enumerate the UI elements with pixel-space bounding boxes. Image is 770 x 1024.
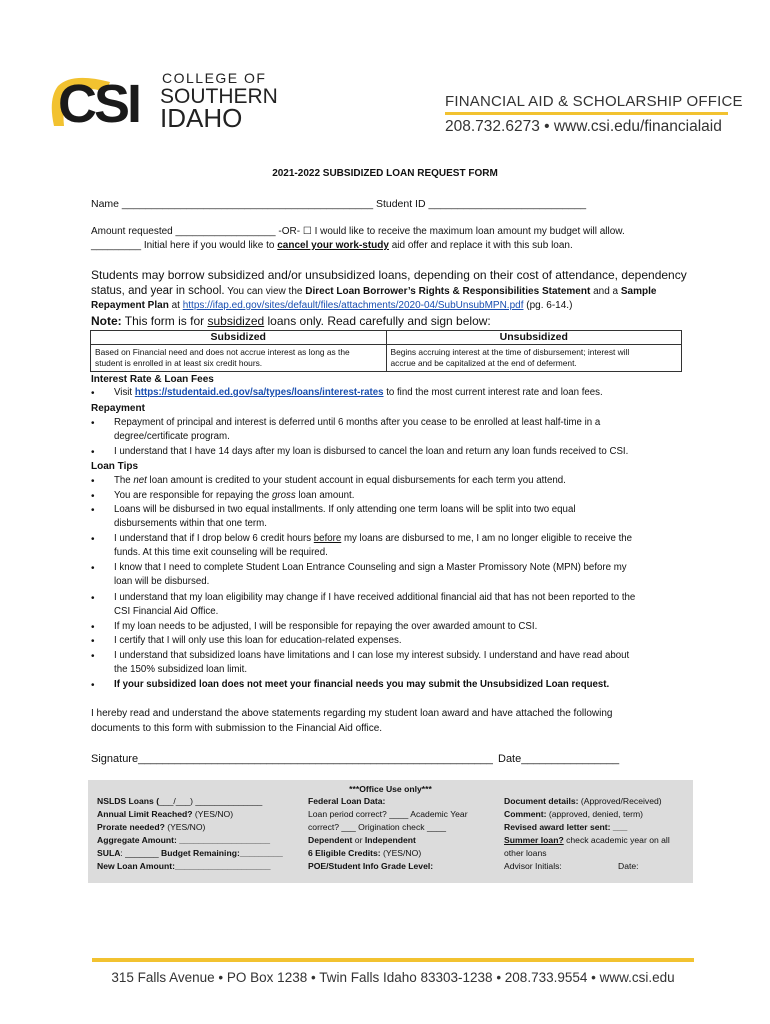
signature-line[interactable]: Signature__________________________________________________________ <box>91 753 493 765</box>
intro-2a: status, and year in school. <box>91 285 225 297</box>
tip-3: Loans will be disbursed in two equal installments. If only attending one term loans will be split into two equal <box>114 504 576 515</box>
nslds-label: NSLDS Loans ( <box>97 796 160 806</box>
comment-value: (approved, denied, term) <box>546 809 643 819</box>
annual-limit-label: Annual Limit Reached? <box>97 809 193 819</box>
initial-blank[interactable]: _________ Initial here if you would like to <box>91 240 278 251</box>
tip-6: I understand that my loan eligibility may change if I have received additional financial aid that has not been reported to the <box>114 592 636 603</box>
bullet-icon: • <box>91 534 95 545</box>
advisor-date: Date: <box>618 861 639 871</box>
repayment-item-2: I understand that I have 14 days after my loan is disbursed to cancel the loan and return any loan funds received to CSI. <box>114 446 629 457</box>
bullet-icon: • <box>91 447 95 458</box>
interest-a: Visit <box>114 387 135 398</box>
intro-3b: at <box>168 300 183 311</box>
amount-requested-label[interactable]: Amount requested __________________ -OR- <box>91 226 301 237</box>
intro-3d: (pg. 6-14.) <box>523 300 573 311</box>
tip-7: If my loan needs to be adjusted, I will be responsible for repaying the over awarded amount to CSI. <box>114 621 538 632</box>
tip-8: I certify that I will only use this loan for education-related expenses. <box>114 635 402 646</box>
eligible-credits-value: (YES/NO) <box>380 848 422 858</box>
rights-statement-title: Direct Loan Borrower’s Rights & Responsibilities Statement <box>305 286 591 297</box>
intro-line-2 <box>91 285 656 298</box>
bullet-icon: • <box>91 593 95 604</box>
tip1-a: The <box>114 475 134 486</box>
tip-9: I understand that subsidized loans have limitations and I can lose my interest subsidy. I understand and have read about <box>114 650 630 661</box>
sula-label: SULA <box>97 848 121 858</box>
comment <box>504 808 643 821</box>
tip-4-cont: funds. At this time exit counseling will be required. <box>114 547 328 558</box>
summer-loan-text: check academic year on all <box>563 835 670 845</box>
tip4-c: my loans are disbursed to me, I am no longer eligible to receive the <box>341 533 633 544</box>
name-studentid-line[interactable]: Name ___________________________________________ Student ID ___________________________ <box>91 198 587 210</box>
tip-1 <box>114 474 566 489</box>
document-details <box>504 795 662 808</box>
interest-item <box>114 386 603 401</box>
intro-line-1: Students may borrow subsidized and/or unsubsidized loans, depending on their cost of attendance, dependency <box>91 268 687 282</box>
nslds-blank: ___/___) ______________ <box>159 796 263 806</box>
dependent: Dependent <box>308 835 353 845</box>
footer-divider <box>92 958 694 962</box>
note-subsidized: subsidized <box>207 314 265 328</box>
bullet-icon: • <box>91 476 95 487</box>
note-a: This form is for <box>121 314 208 328</box>
prorate-needed <box>97 821 205 834</box>
office-contact: 208.732.6273 • www.csi.edu/financialaid <box>445 118 722 135</box>
date-line[interactable]: Date________________ <box>498 753 620 765</box>
tip4-a: I understand that if I drop below 6 credit hours <box>114 533 314 544</box>
nslds-loans <box>97 795 262 808</box>
interest-b: to find the most current interest rate and loan fees. <box>383 387 603 398</box>
interest-rates-link[interactable]: https://studentaid.ed.gov/sa/types/loans/interest-rates <box>134 387 384 398</box>
bullet-icon: • <box>91 418 95 429</box>
unsubsidized-desc-2: accrue and be capitalized at the end of deferment. <box>390 358 577 368</box>
unsubsidized-header: Unsubsidized <box>386 331 682 345</box>
subsidized-desc-1: Based on Financial need and does not accrue interest as long as the <box>95 347 350 357</box>
logo-line2: SOUTHERN <box>160 85 278 108</box>
tip2-gross: gross <box>271 490 296 501</box>
annual-limit <box>97 808 233 821</box>
unsubsidized-description <box>386 345 682 372</box>
repayment-item-1: Repayment of principal and interest is deferred until 6 months after you cease to be enrolled at least half-time in a <box>114 417 601 428</box>
loan-tips-heading: Loan Tips <box>91 461 139 472</box>
amount-requested-line[interactable] <box>91 225 625 238</box>
max-amount-label: I would like to receive the maximum loan amount my budget will allow. <box>314 226 625 237</box>
academic-year-check: correct? ___ Origination check ____ <box>308 822 447 832</box>
tip-2 <box>114 489 354 504</box>
annual-limit-value: (YES/NO) <box>192 809 234 819</box>
office-use-title: ***Office Use only*** <box>349 784 432 794</box>
tip-5-cont: loan will be disbursed. <box>114 576 210 587</box>
comment-label: Comment: <box>504 809 547 819</box>
tip2-c: loan amount. <box>295 490 355 501</box>
table-header-row <box>91 331 682 345</box>
loan-comparison-table <box>90 330 682 372</box>
federal-loan-data: Federal Loan Data: <box>308 796 386 806</box>
bullet-icon: • <box>91 622 95 633</box>
bullet-icon: • <box>91 563 95 574</box>
bullet-icon: • <box>91 491 95 502</box>
advisor-initials: Advisor Initials: <box>504 861 562 871</box>
acknowledgement-line-2: documents to this form with submission to the Financial Aid office. <box>91 723 383 734</box>
intro-2b: You can view the <box>224 286 306 297</box>
poe-grade-level: POE/Student Info Grade Level: <box>308 861 434 871</box>
initial-suffix: aid offer and replace it with this sub loan. <box>388 240 573 251</box>
intro-3a: Repayment Plan <box>91 300 169 311</box>
tip2-a: You are responsible for repaying the <box>114 490 272 501</box>
form-title: 2021-2022 SUBSIDIZED LOAN REQUEST FORM <box>272 168 498 179</box>
note-c: loans only. Read carefully and sign below: <box>264 314 491 328</box>
tip-6-cont: CSI Financial Aid Office. <box>114 606 219 617</box>
or: or <box>352 835 365 845</box>
bullet-icon: • <box>91 680 95 691</box>
sula-budget <box>97 847 283 860</box>
note-line <box>91 314 491 329</box>
other-loans: other loans <box>504 848 547 858</box>
eligible-credits-label: 6 Eligible Credits: <box>308 848 381 858</box>
cancel-workstudy-emphasis: cancel your work-study <box>277 240 389 251</box>
document-details-value: (Approved/Received) <box>578 796 662 806</box>
prorate-value: (YES/NO) <box>164 822 206 832</box>
csi-logo <box>50 64 280 134</box>
max-amount-checkbox[interactable]: ☐ <box>302 226 312 237</box>
budget-remaining: Budget Remaining:_________ <box>161 848 283 858</box>
note-label: Note: <box>91 314 122 328</box>
unsubsidized-desc-1: Begins accruing interest at the time of disbursement; interest will <box>390 347 630 357</box>
subsidized-desc-2: student is enrolled in at least six credit hours. <box>95 358 263 368</box>
intro-line-3 <box>91 299 572 312</box>
mpn-link[interactable]: https://ifap.ed.gov/sites/default/files/attachments/2020-04/SubUnsubMPN.pdf <box>182 300 524 311</box>
repayment-heading: Repayment <box>91 403 145 414</box>
aggregate-amount: Aggregate Amount: ___________________ <box>97 835 271 845</box>
tip-5: I know that I need to complete Student Loan Entrance Counseling and sign a Master Promissory Note (MPN) before my <box>114 562 627 573</box>
footer-address: 315 Falls Avenue • PO Box 1238 • Twin Falls Idaho 83303-1238 • 208.733.9554 • www.csi.edu <box>111 970 675 985</box>
subsidized-header: Subsidized <box>91 331 387 345</box>
document-details-label: Document details: <box>504 796 579 806</box>
tip-10: If your subsidized loan does not meet your financial needs you may submit the Unsubsidized Loan request. <box>114 679 610 690</box>
new-loan-amount: New Loan Amount:____________________ <box>97 861 271 871</box>
intro-2e: Sample <box>620 286 657 297</box>
office-use-box <box>88 780 693 883</box>
dependency-status <box>308 834 416 847</box>
logo-line1: COLLEGE OF <box>162 70 267 86</box>
summer-loan <box>504 834 670 847</box>
tip-9-cont: the 150% subsidized loan limit. <box>114 664 248 675</box>
tip-3-cont: disbursements within that one term. <box>114 518 267 529</box>
eligible-credits <box>308 847 421 860</box>
interest-heading: Interest Rate & Loan Fees <box>91 374 214 385</box>
prorate-label: Prorate needed? <box>97 822 165 832</box>
cancel-workstudy-line[interactable] <box>91 239 573 252</box>
acknowledgement-line-1: I hereby read and understand the above statements regarding my student loan award and have attached the following <box>91 708 613 719</box>
header-divider <box>445 112 728 115</box>
sula-blank: : _______ <box>120 848 162 858</box>
intro-2d: and a <box>590 286 621 297</box>
tip1-net: net <box>133 475 147 486</box>
tip4-before: before <box>313 533 342 544</box>
bullet-icon: • <box>91 505 95 516</box>
bullet-icon: • <box>91 651 95 662</box>
office-name: FINANCIAL AID & SCHOLARSHIP OFFICE <box>445 93 743 110</box>
table-row <box>91 345 682 372</box>
loan-period: Loan period correct? ____ Academic Year <box>308 809 468 819</box>
logo-letters: CSI <box>58 74 140 134</box>
logo-line3: IDAHO <box>160 103 243 133</box>
revised-award-letter: Revised award letter sent: ___ <box>504 822 628 832</box>
repayment-item-1-cont: degree/certificate program. <box>114 431 230 442</box>
tip1-c: loan amount is credited to your student account in equal disbursements for each term you attend. <box>146 475 566 486</box>
independent: Independent <box>364 835 416 845</box>
bullet-icon: • <box>91 636 95 647</box>
tip-4 <box>114 532 632 547</box>
bullet-icon: • <box>91 388 95 399</box>
subsidized-description <box>91 345 387 372</box>
summer-loan-label: Summer loan? <box>504 835 564 845</box>
